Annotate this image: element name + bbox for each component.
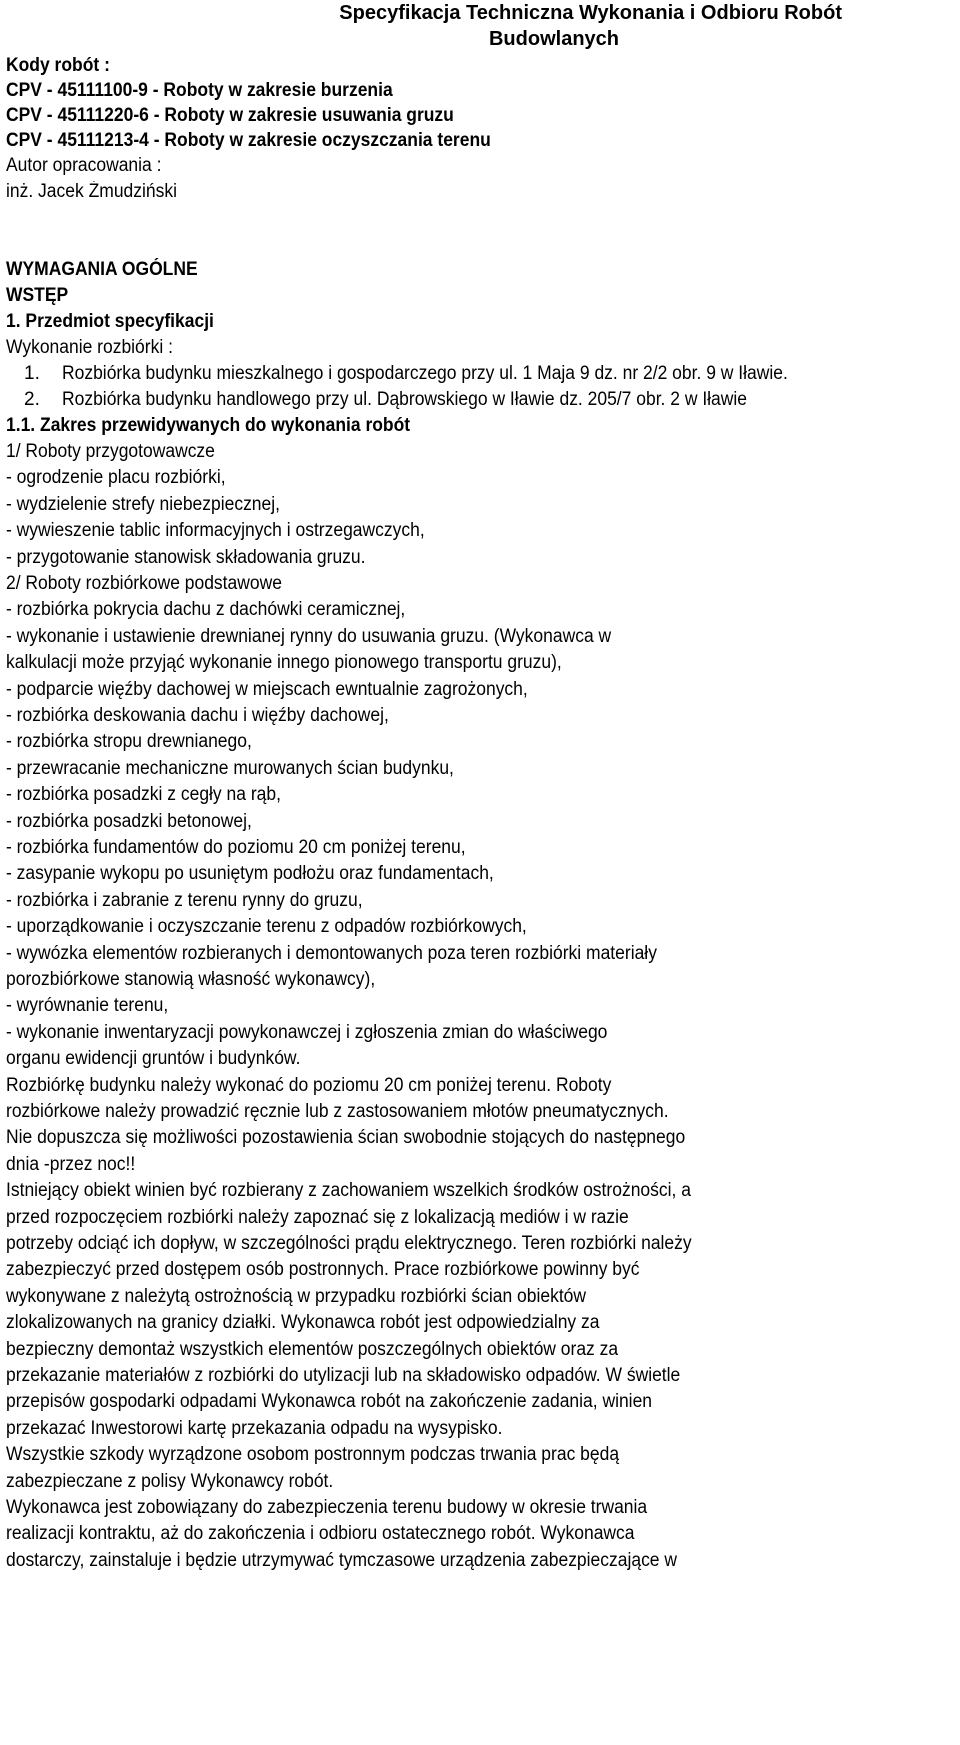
cpv-code-3: CPV - 45111213-4 - Roboty w zakresie oczyszczania terenu: [6, 130, 491, 151]
body-line: - podparcie więźby dachowej w miejscach ewntualnie zagrożonych,: [6, 678, 528, 700]
body-line: przepisów gospodarki odpadami Wykonawca robót na zakończenie zadania, winien: [6, 1391, 653, 1413]
body-line: Nie dopuszcza się możliwości pozostawienia ścian swobodnie stojących do następnego: [6, 1127, 686, 1149]
body-line: Wszystkie szkody wyrządzone osobom postronnym podczas trwania prac będą: [6, 1444, 620, 1466]
body-line: zlokalizowanych na granicy działki. Wykonawca robót jest odpowiedzialny za: [6, 1312, 600, 1334]
cpv-code-1: CPV - 45111100-9 - Roboty w zakresie burzenia: [6, 80, 393, 101]
body-line: potrzeby odciąć ich dopływ, w szczególności prądu elektrycznego. Teren rozbiórki należy: [6, 1233, 692, 1254]
body-line: - rozbiórka posadzki z cegły na rąb,: [6, 784, 281, 806]
body-line: - rozbiórka stropu drewnianego,: [6, 731, 252, 753]
body-line: - rozbiórka posadzki betonowej,: [6, 810, 252, 832]
cpv-code-2: CPV - 45111220-6 - Roboty w zakresie usuwania gruzu: [6, 105, 454, 126]
body-line: - przygotowanie stanowisk składowania gruzu.: [6, 546, 366, 568]
body-line: - rozbiórka i zabranie z terenu rynny do gruzu,: [6, 889, 363, 911]
body-line: Rozbiórkę budynku należy wykonać do poziomu 20 cm poniżej terenu. Roboty: [6, 1074, 612, 1096]
document-title-line-1: Specyfikacja Techniczna Wykonania i Odbioru Robót: [339, 2, 842, 24]
body-line: rozbiórkowe należy prowadzić ręcznie lub z zastosowaniem młotów pneumatycznych.: [6, 1101, 669, 1122]
body-line: zabezpieczyć przed dostępem osób postronnych. Prace rozbiórkowe powinny być: [6, 1259, 640, 1281]
document-title-line-2: Budowlanych: [488, 28, 619, 50]
body-line: przekazać Inwestorowi kartę przekazania odpadu na wysypisko.: [6, 1417, 503, 1439]
body-line: - wykonanie i ustawienie drewnianej rynny do usuwania gruzu. (Wykonawca w: [6, 625, 612, 647]
body-line: porozbiórkowe stanowią własność wykonawcy),: [6, 969, 376, 990]
body-line: kalkulacji może przyjąć wykonanie innego pionowego transportu gruzu),: [6, 652, 562, 674]
body-line: przed rozpoczęciem rozbiórki należy zapoznać się z lokalizacją mediów i w razie: [6, 1206, 629, 1228]
body-line: Wykonawca jest zobowiązany do zabezpieczenia terenu budowy w okresie trwania: [6, 1497, 648, 1518]
body-line: - wyrównanie terenu,: [6, 995, 169, 1017]
section-subject: 1. Przedmiot specyfikacji: [6, 311, 214, 332]
author-label: Autor opracowania :: [6, 155, 162, 176]
body-line: - wykonanie inwentaryzacji powykonawczej i zgłoszenia zmian do właściwego: [6, 1021, 608, 1043]
body-line: 2/ Roboty rozbiórkowe podstawowe: [6, 573, 282, 594]
section-introduction: WSTĘP: [6, 285, 69, 306]
body-line: - wywózka elementów rozbieranych i demontowanych poza teren rozbiórki materiały: [6, 942, 657, 964]
body-line: - zasypanie wykopu po usuniętym podłożu oraz fundamentach,: [6, 863, 494, 885]
body-line: - uporządkowanie i oczyszczanie terenu z odpadów rozbiórkowych,: [6, 916, 527, 938]
body-line: dostarczy, zainstaluje i będzie utrzymywać tymczasowe urządzenia zabezpieczające w: [6, 1549, 678, 1571]
body-line: dnia -przez noc!!: [6, 1153, 136, 1175]
body-line: - rozbiórka pokrycia dachu z dachówki ceramicznej,: [6, 599, 406, 621]
body-line: realizacji kontraktu, aż do zakończenia i odbioru ostatecznego robót. Wykonawca: [6, 1523, 635, 1545]
body-line: - rozbiórka fundamentów do poziomu 20 cm poniżej terenu,: [6, 837, 466, 858]
numbered-item-1-number: 1.: [24, 363, 40, 384]
body-line: organu ewidencji gruntów i budynków.: [6, 1048, 301, 1070]
section-general-requirements: WYMAGANIA OGÓLNE: [6, 259, 198, 280]
numbered-item-1-text: Rozbiórka budynku mieszkalnego i gospodarczego przy ul. 1 Maja 9 dz. nr 2/2 obr. 9 w Iławie.: [62, 363, 788, 384]
body-line: - wywieszenie tablic informacyjnych i ostrzegawczych,: [6, 520, 425, 542]
body-line: 1/ Roboty przygotowawcze: [6, 441, 215, 462]
subject-lead: Wykonanie rozbiórki :: [6, 337, 173, 358]
codes-heading: Kody robót :: [6, 55, 110, 76]
body-line: Istniejący obiekt winien być rozbierany z zachowaniem wszelkich środków ostrożności, a: [6, 1180, 691, 1202]
numbered-item-2-number: 2.: [24, 389, 40, 410]
body-line: wykonywane z należytą ostrożnością w przypadku rozbiórki ścian obiektów: [6, 1285, 587, 1307]
body-line: zabezpieczane z polisy Wykonawcy robót.: [6, 1470, 334, 1492]
numbered-item-2-text: Rozbiórka budynku handlowego przy ul. Dąbrowskiego w Iławie dz. 205/7 obr. 2 w Iławie: [62, 389, 748, 410]
section-scope: 1.1. Zakres przewidywanych do wykonania robót: [6, 415, 411, 436]
body-line: - wydzielenie strefy niebezpiecznej,: [6, 493, 280, 515]
body-line: bezpieczny demontaż wszystkich elementów poszczególnych obiektów oraz za: [6, 1338, 619, 1360]
author-name: inż. Jacek Żmudziński: [6, 181, 177, 202]
body-line: - przewracanie mechaniczne murowanych ścian budynku,: [6, 757, 454, 779]
body-line: - ogrodzenie placu rozbiórki,: [6, 467, 226, 489]
body-line: przekazanie materiałów z rozbiórki do utylizacji lub na składowisko odpadów. W świetle: [6, 1365, 681, 1386]
body-line: - rozbiórka deskowania dachu i więźby dachowej,: [6, 705, 389, 726]
